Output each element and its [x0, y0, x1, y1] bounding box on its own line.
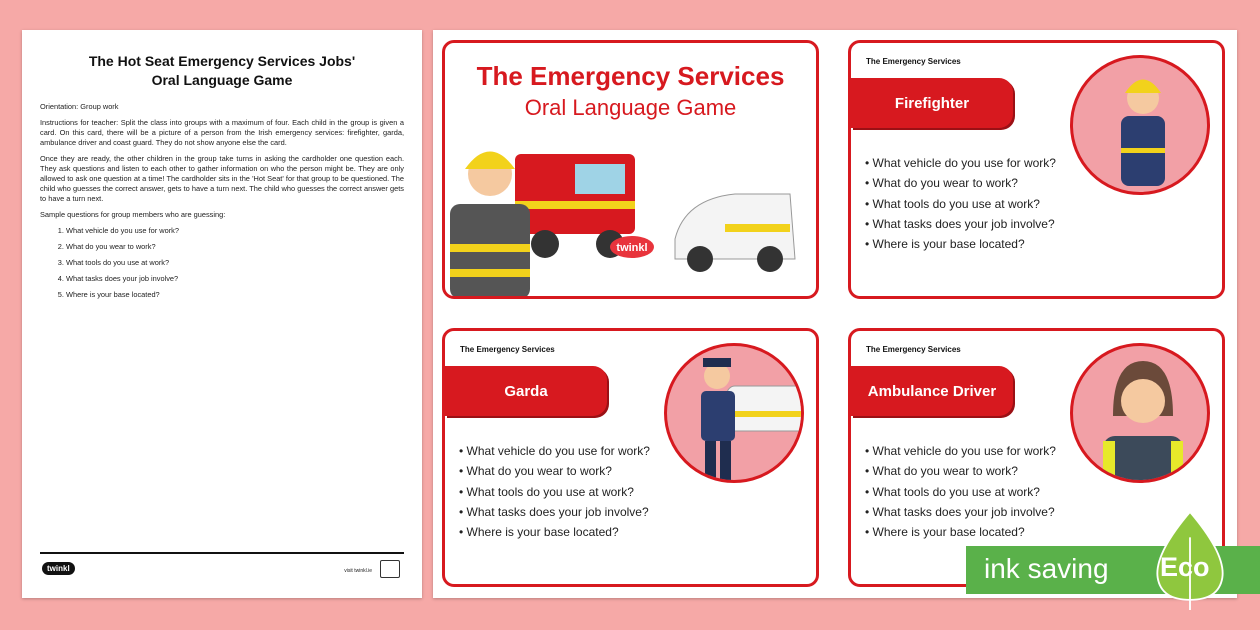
cover-card: [442, 40, 819, 299]
question-item: • Where is your base located?: [865, 234, 1056, 254]
question-list: [865, 441, 1056, 542]
question-item: 4. What tasks does your job involve?: [66, 274, 404, 283]
instructions-page: [22, 30, 422, 598]
ambulance-driver-portrait: [1070, 343, 1210, 483]
instructions-para-1: Instructions for teacher: Split the class into groups with a maximum of four. Each child in the group is given a card. On this card, there will be a picture of a person from the Irish emergency services: firefighter, garda, ambulance driver and coast guard. They do not show anyone else the card.: [40, 118, 404, 147]
garda-card: [442, 328, 819, 587]
visit-link: visit twinkl.ie: [344, 568, 372, 574]
question-item: 5. Where is your base located?: [66, 290, 404, 299]
question-item: • Where is your base located?: [865, 522, 1056, 542]
eco-ink-saving-badge: [966, 546, 1260, 594]
title-line-2: Oral Language Game: [151, 72, 293, 88]
firefighter-portrait: [1070, 55, 1210, 195]
question-item: • What do you wear to work?: [459, 461, 650, 481]
cover-title: The Emergency Services: [476, 61, 785, 91]
question-list: [865, 153, 1056, 254]
title-line-1: The Hot Seat Emergency Services Jobs': [88, 53, 356, 69]
question-item: • What vehicle do you use for work?: [459, 441, 650, 461]
role-tag: Ambulance Driver: [851, 366, 1013, 416]
sample-questions: [40, 226, 404, 299]
question-item: • What do you wear to work?: [865, 461, 1056, 481]
sample-intro: Sample questions for group members who are guessing:: [40, 210, 226, 219]
quality-badge-icon: [380, 560, 400, 578]
question-item: 1. What vehicle do you use for work?: [66, 226, 404, 235]
question-item: 3. What tools do you use at work?: [66, 258, 404, 267]
card-header: The Emergency Services: [866, 57, 961, 66]
cover-subtitle: Oral Language Game: [524, 95, 737, 120]
card-header: The Emergency Services: [866, 345, 961, 354]
question-item: • What tasks does your job involve?: [865, 214, 1056, 234]
eco-label: Eco: [1160, 552, 1210, 582]
role-tag: Garda: [445, 366, 607, 416]
role-tag: Firefighter: [851, 78, 1013, 128]
question-item: • What tools do you use at work?: [865, 482, 1056, 502]
question-item: • What vehicle do you use for work?: [865, 441, 1056, 461]
question-item: 2. What do you wear to work?: [66, 242, 404, 251]
question-item: • What tasks does your job involve?: [865, 502, 1056, 522]
twinkl-logo: twinkl: [42, 562, 75, 575]
garda-portrait: [664, 343, 804, 483]
question-item: • What tools do you use at work?: [865, 194, 1056, 214]
orientation: Orientation: Group work: [40, 102, 119, 111]
question-item: • What tasks does your job involve?: [459, 502, 650, 522]
twinkl-logo: twinkl: [616, 242, 648, 254]
firefighter-card: [848, 40, 1225, 299]
card-header: The Emergency Services: [460, 345, 555, 354]
question-item: • What tools do you use at work?: [459, 482, 650, 502]
question-item: • What vehicle do you use for work?: [865, 153, 1056, 173]
question-item: • Where is your base located?: [459, 522, 650, 542]
question-item: • What do you wear to work?: [865, 173, 1056, 193]
doc-title: [40, 52, 404, 90]
doc-footer: [40, 552, 404, 582]
firefighter-fire-engine-illustration: [445, 129, 819, 299]
ink-saving-label: ink saving: [966, 546, 1260, 594]
question-list: [459, 441, 650, 542]
instructions-para-2: Once they are ready, the other children in the group take turns in asking the cardholder one question each. They ask questions and listen to each other to gather information on who the person might be. They are only allowed to ask one question at a time! The cardholder sits in the 'Hot Seat' for that group to be questioned. The child who guesses the correct answer, gets to have a turn next. The child who guesses the correct answer gets to have a turn next.: [40, 154, 404, 203]
cards-panel: [433, 30, 1237, 598]
